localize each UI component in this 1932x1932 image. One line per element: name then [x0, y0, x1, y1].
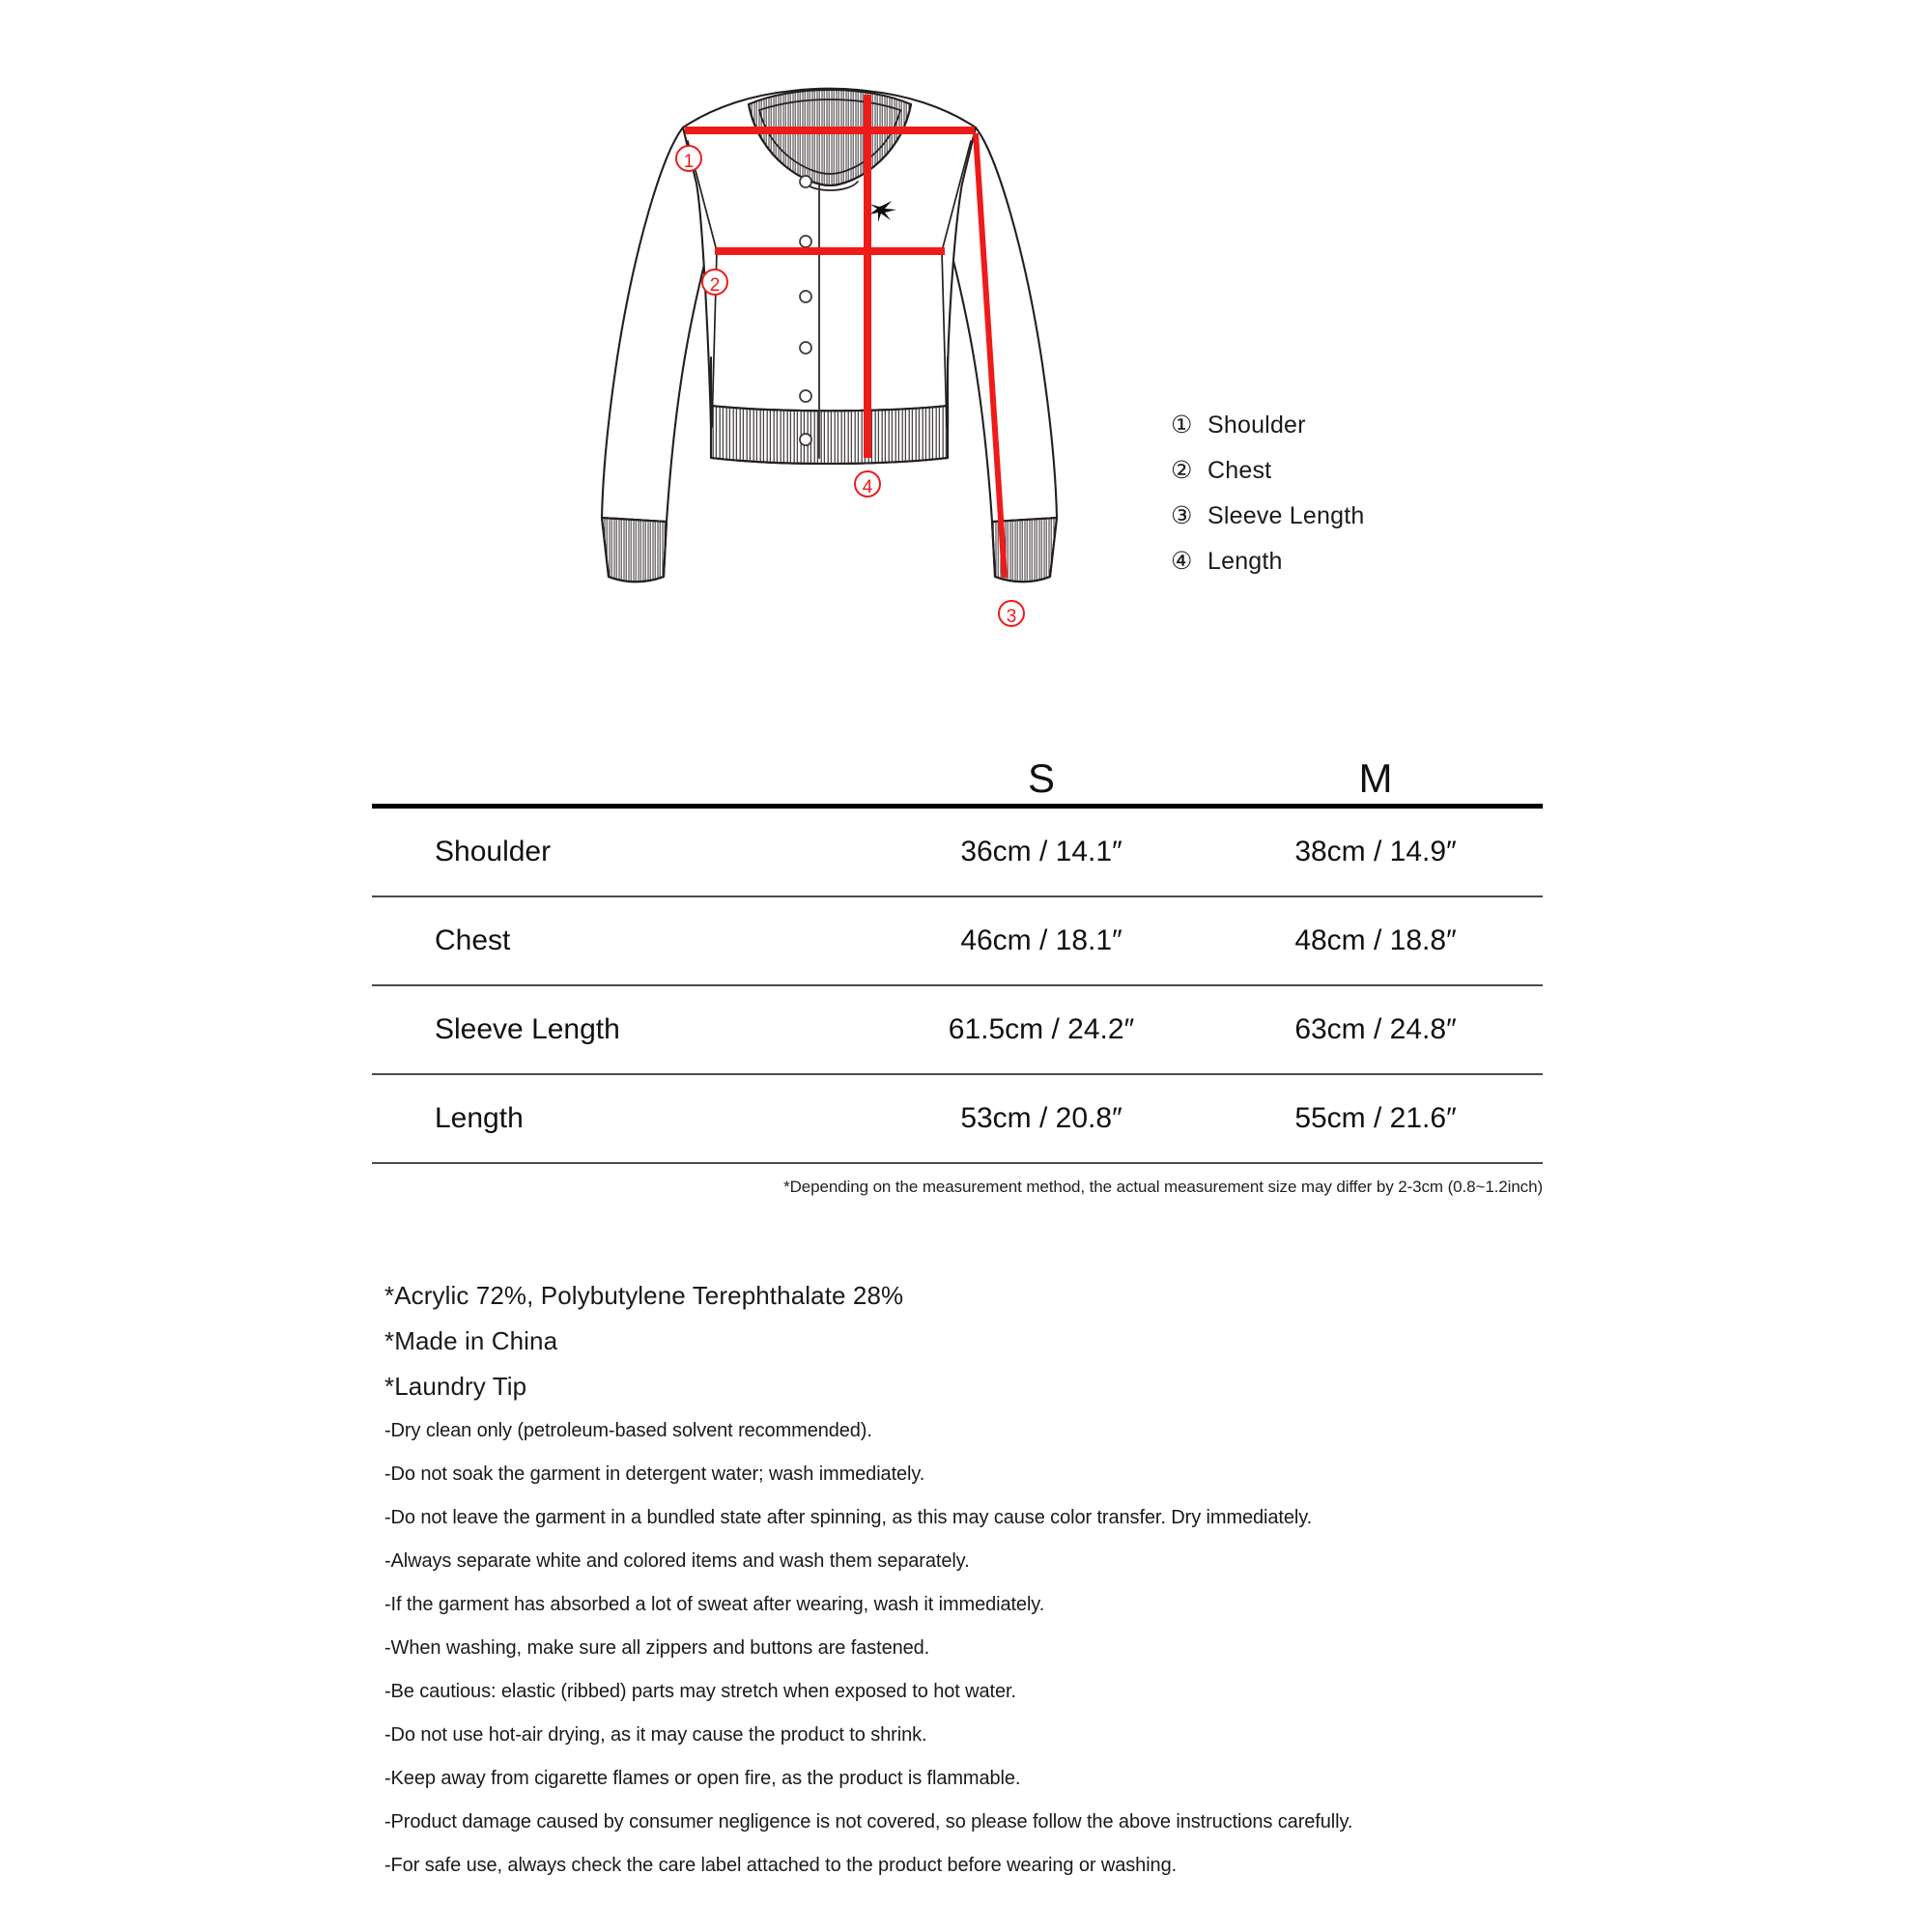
marker-4	[855, 471, 880, 497]
svg-text:4: 4	[862, 477, 873, 497]
marker-2	[702, 270, 727, 296]
list-item: -Product damage caused by consumer negligence is not covered, so please follow the above instructions carefully.	[384, 1811, 1353, 1833]
row-sleeve-length-value-m: 63cm / 24.8″	[1294, 1013, 1457, 1045]
list-item: -For safe use, always check the care label attached to the product before wearing or washing.	[384, 1855, 1178, 1876]
size-chart-header-s: S	[1027, 755, 1055, 801]
product-info-block	[384, 1273, 1640, 1888]
legend-label-shoulder: Shoulder	[1208, 412, 1306, 439]
legend-label-length: Length	[1208, 548, 1283, 575]
legend-number-4: ④	[1171, 548, 1193, 575]
marker-3	[999, 601, 1024, 627]
row-sleeve-length-value-s: 61.5cm / 24.2″	[948, 1013, 1135, 1045]
size-chart-header-row	[372, 734, 1543, 804]
svg-text:2: 2	[709, 275, 721, 296]
row-shoulder-value-s: 36cm / 14.1″	[960, 836, 1122, 867]
svg-text:1: 1	[683, 152, 695, 172]
row-chest-value-m: 48cm / 18.8″	[1294, 924, 1457, 956]
legend-item-chest	[1171, 448, 1557, 494]
laundry-tip-title: *Laundry Tip	[384, 1372, 527, 1401]
svg-text:3: 3	[1006, 607, 1017, 627]
cardigan-technical-drawing	[570, 68, 1092, 763]
table-row	[372, 897, 1543, 984]
row-length-value-s: 53cm / 20.8″	[960, 1102, 1122, 1134]
row-shoulder-value-m: 38cm / 14.9″	[1294, 836, 1457, 867]
button-3	[800, 342, 811, 354]
country-of-origin: *Made in China	[384, 1326, 558, 1355]
legend-item-length	[1171, 539, 1557, 584]
table-row	[372, 1075, 1543, 1162]
list-item: -Keep away from cigarette flames or open fire, as the product is flammable.	[384, 1768, 1021, 1789]
list-item: -Do not soak the garment in detergent water; wash immediately.	[384, 1463, 925, 1485]
button-2	[800, 291, 811, 302]
list-item: -Dry clean only (petroleum-based solvent recommended).	[384, 1420, 872, 1441]
marker-1	[676, 146, 701, 172]
button-4	[800, 390, 811, 402]
list-item: -Be cautious: elastic (ribbed) parts may stretch when exposed to hot water.	[384, 1681, 1016, 1702]
legend-item-shoulder	[1171, 403, 1557, 448]
legend-number-3: ③	[1171, 502, 1193, 529]
table-row	[372, 986, 1543, 1073]
material-composition: *Acrylic 72%, Polybutylene Terephthalate 28%	[384, 1281, 904, 1310]
care-instruction-list	[384, 1409, 1640, 1888]
list-item: -When washing, make sure all zippers and buttons are fastened.	[384, 1637, 930, 1659]
list-item: -If the garment has absorbed a lot of sweat after wearing, wash it immediately.	[384, 1594, 1045, 1615]
legend-label-sleeve-length: Sleeve Length	[1208, 502, 1365, 529]
button-1	[800, 236, 811, 247]
measurement-legend	[1171, 403, 1557, 584]
row-chest-value-s: 46cm / 18.1″	[960, 924, 1122, 956]
table-row	[372, 809, 1543, 895]
legend-number-2: ②	[1171, 457, 1193, 484]
legend-label-chest: Chest	[1208, 457, 1272, 484]
measurement-disclaimer-note: *Depending on the measurement method, the actual measurement size may differ by 2-3cm (0.8~1.2inch)	[783, 1178, 1543, 1196]
hem-rib	[711, 406, 948, 464]
left-cuff	[602, 518, 667, 582]
row-label-chest: Chest	[435, 924, 511, 956]
button-0	[800, 176, 811, 187]
list-item: -Do not use hot-air drying, as it may cause the product to shrink.	[384, 1724, 927, 1746]
size-chart-table	[372, 734, 1543, 1197]
list-item: -Do not leave the garment in a bundled state after spinning, as this may cause color transfer. Dry immediately.	[384, 1507, 1313, 1528]
row-length-value-m: 55cm / 21.6″	[1294, 1102, 1457, 1134]
garment-illustration-block	[0, 0, 1932, 763]
row-label-shoulder: Shoulder	[435, 836, 552, 867]
size-chart-header-m: M	[1358, 755, 1393, 801]
legend-item-sleeve-length	[1171, 494, 1557, 539]
button-5	[800, 434, 811, 445]
row-label-sleeve-length: Sleeve Length	[435, 1013, 620, 1045]
list-item: -Always separate white and colored items and wash them separately.	[384, 1550, 970, 1572]
legend-number-1: ①	[1171, 412, 1193, 439]
row-label-length: Length	[435, 1102, 524, 1134]
